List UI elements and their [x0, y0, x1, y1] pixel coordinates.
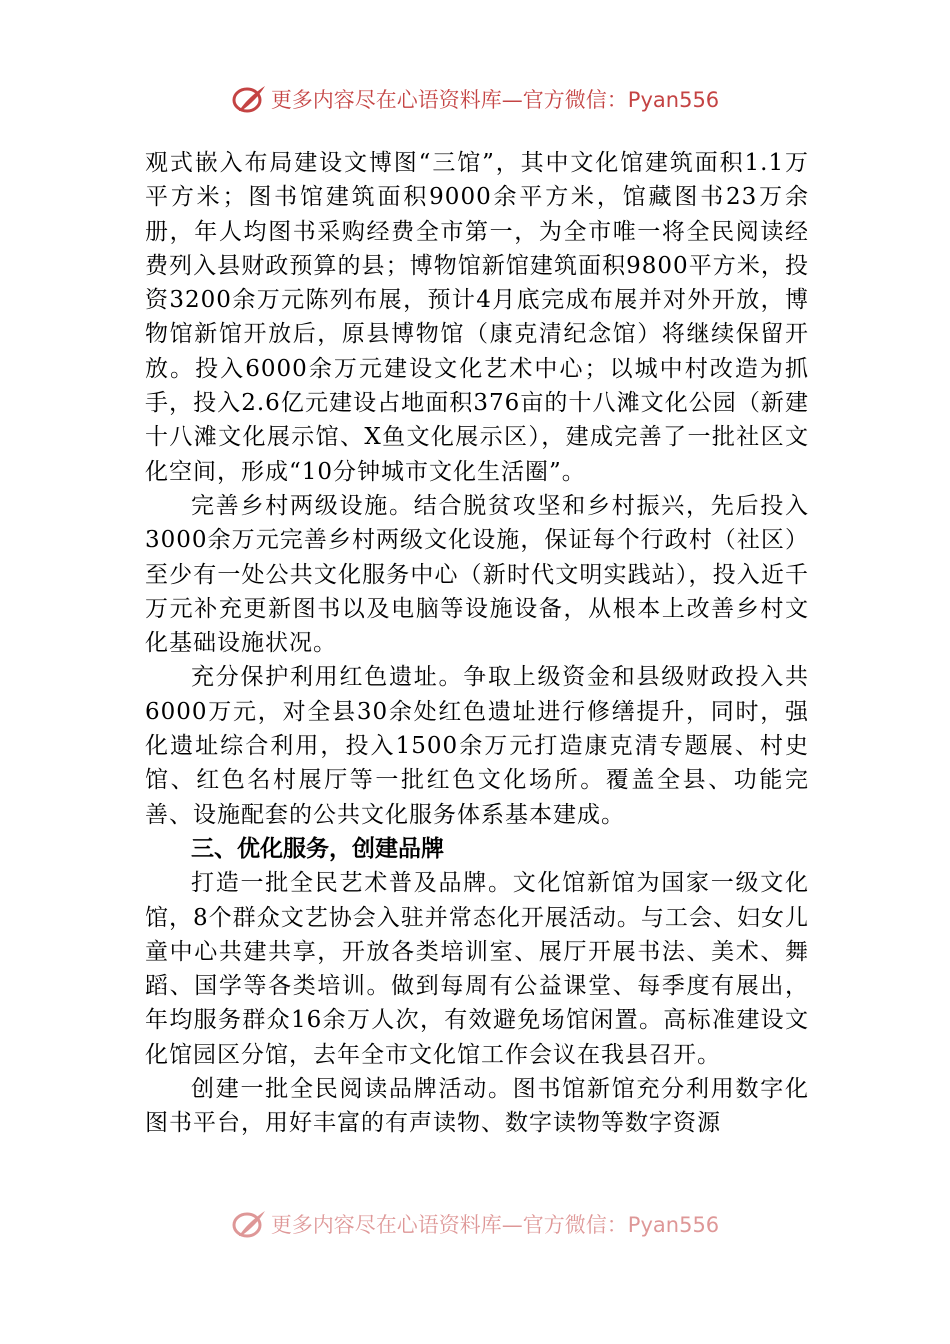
- feather-logo-icon: [231, 84, 267, 114]
- feather-logo-icon: [231, 1209, 267, 1239]
- watermark-text-bottom: 更多内容尽在心语资料库—官方微信：Pyan556: [270, 1213, 720, 1237]
- paragraph-rural-facilities: 完善乡村两级设施。结合脱贫攻坚和乡村振兴，先后投入3000余万元完善乡村两级文化设施，保证每个行政村（社区）至少有一处公共文化服务中心（新时代文明实践站），投入近千万元补充更新图书以及电脑等设施设备，从根本上改善乡村文化基础设施状况。: [145, 492, 809, 657]
- watermark-text-top: 更多内容尽在心语资料库—官方微信：Pyan556: [270, 88, 720, 112]
- paragraph-art-brands: 打造一批全民艺术普及品牌。文化馆新馆为国家一级文化馆，8个群众文艺协会入驻并常态化开展活动。与工会、妇女儿童中心共建共享，开放各类培训室、展厅开展书法、美术、舞蹈、国学等各类培训。做到每周有公益课堂、每季度有展出，年均服务群众16余万人次，有效避免场馆闲置。高标准建设文化馆园区分馆，去年全市文化馆工作会议在我县召开。: [145, 870, 809, 1068]
- section-heading-3: 三、优化服务，创建品牌: [191, 835, 444, 862]
- watermark-banner-top: [0, 84, 950, 114]
- paragraph-continued: 观式嵌入布局建设文博图“三馆”，其中文化馆建筑面积1.1万平方米；图书馆建筑面积9000余平方米，馆藏图书23万余册，年人均图书采购经费全市第一，为全市唯一将全民阅读经费列入县财政预算的县；博物馆新馆建筑面积9800平方米，投资3200余万元陈列布展，预计4月底完成布展并对外开放，博物馆新馆开放后，原县博物馆（康克清纪念馆）将继续保留开放。投入6000余万元建设文化艺术中心；以城中村改造为抓手，投入2.6亿元建设占地面积376亩的十八滩文化公园（新建十八滩文化展示馆、X鱼文化展示区），建成完善了一批社区文化空间，形成“10分钟城市文化生活圈”。: [145, 150, 809, 485]
- watermark-banner-bottom: [0, 1209, 950, 1239]
- paragraph-reading-brands: 创建一批全民阅读品牌活动。图书馆新馆充分利用数字化图书平台，用好丰富的有声读物、数字读物等数字资源: [145, 1076, 809, 1137]
- paragraph-red-sites: 充分保护利用红色遗址。争取上级资金和县级财政投入共6000万元，对全县30余处红色遗址进行修缮提升，同时，强化遗址综合利用，投入1500余万元打造康克清专题展、村史馆、红色名村展厅等一批红色文化场所。覆盖全县、功能完善、设施配套的公共文化服务体系基本建成。: [145, 664, 809, 828]
- document-body: [145, 146, 809, 1141]
